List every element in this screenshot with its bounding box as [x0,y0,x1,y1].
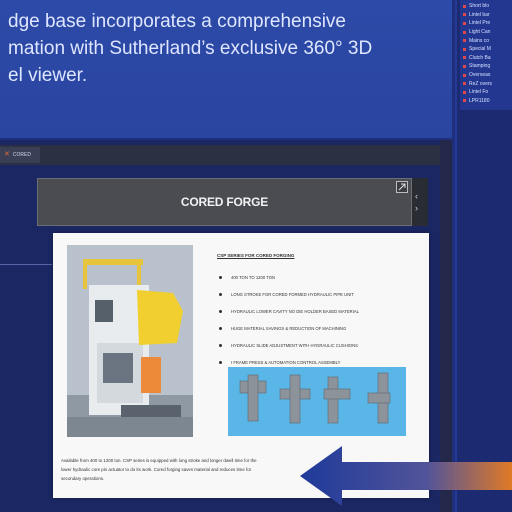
list-item[interactable]: Lintel Pre [463,19,512,28]
list-item[interactable]: Lintel bar [463,11,512,20]
list-item[interactable]: LPR1180 [463,97,512,106]
viewer-title-bar [37,178,412,226]
list-item: I FRAME PRESS & AUTOMATION CONTROL ASSEMBLY [219,354,419,371]
banner [0,0,452,138]
right-panel-list [460,0,512,110]
bullet-icon [463,74,466,77]
chevron-down-icon[interactable]: › [415,203,418,213]
list-item[interactable]: Lintel Fo [463,88,512,97]
list-item[interactable]: Clutch Ba [463,54,512,63]
tab-label: CORED [12,152,31,158]
viewer-title: CORED FORGE [180,195,269,209]
banner-line-2: mation with Sutherland’s exclusive 360° 3D [8,38,373,59]
bullet-icon [463,5,466,8]
banner-line-3: el viewer. [8,65,88,86]
list-item: LONG STROKE FOR CORED FORMED HYDRAULIC PIPE UNIT [219,286,419,303]
bullet-icon [463,31,466,34]
bullets-title: CSP SERIES FOR CORED FORGING [217,253,295,258]
bullet-icon [463,99,466,102]
list-item[interactable]: ReZ overs [463,79,512,88]
list-item[interactable]: Stamping [463,62,512,71]
list-item[interactable]: Special M [463,45,512,54]
bullet-list [219,269,419,371]
chevron-up-icon[interactable]: ‹ [415,191,418,201]
bullet-icon [463,22,466,25]
parts-photo [228,367,406,436]
divider [0,264,52,265]
list-item[interactable]: Light Can [463,28,512,37]
tab-cored[interactable] [0,147,40,163]
press-photo [67,245,193,437]
expand-icon[interactable] [396,181,408,193]
list-item[interactable]: Mains co [463,36,512,45]
bullet-icon [463,13,466,16]
list-item[interactable]: Short blo [463,2,512,11]
bullet-icon [463,82,466,85]
close-icon[interactable]: ✕ [4,151,10,158]
bullet-icon [463,91,466,94]
list-item[interactable]: Overseas [463,71,512,80]
banner-line-1: dge base incorporates a comprehensive [8,11,346,32]
list-item: HUGE MATERIAL SAVINGS & REDUCTION OF MACHINING [219,320,419,337]
bullet-icon [463,48,466,51]
tab-bar [0,145,440,165]
arrow-left-icon [300,446,512,506]
bullet-icon [463,56,466,59]
bullet-icon [463,65,466,68]
list-item: HYDRAULIC LOWER CAVITY NO DIE HOLDER BASED MATERIAL [219,303,419,320]
banner-text [8,8,448,89]
side-nav[interactable] [412,178,428,226]
bullet-icon [463,39,466,42]
caption: Available from 400 to 1200 ton. CSP series is equipped with long stroke and longer dwell time for the lower hydraulic core pin actuator to do its work. Cored forging saves material and reduces time for secondary operations. [61,458,257,481]
list-item: 400 TON TO 1200 TON [219,269,419,286]
list-item: HYDRAULIC SLIDE ADJUSTMENT WITH HYDRAULIC CUSHIONS [219,337,419,354]
